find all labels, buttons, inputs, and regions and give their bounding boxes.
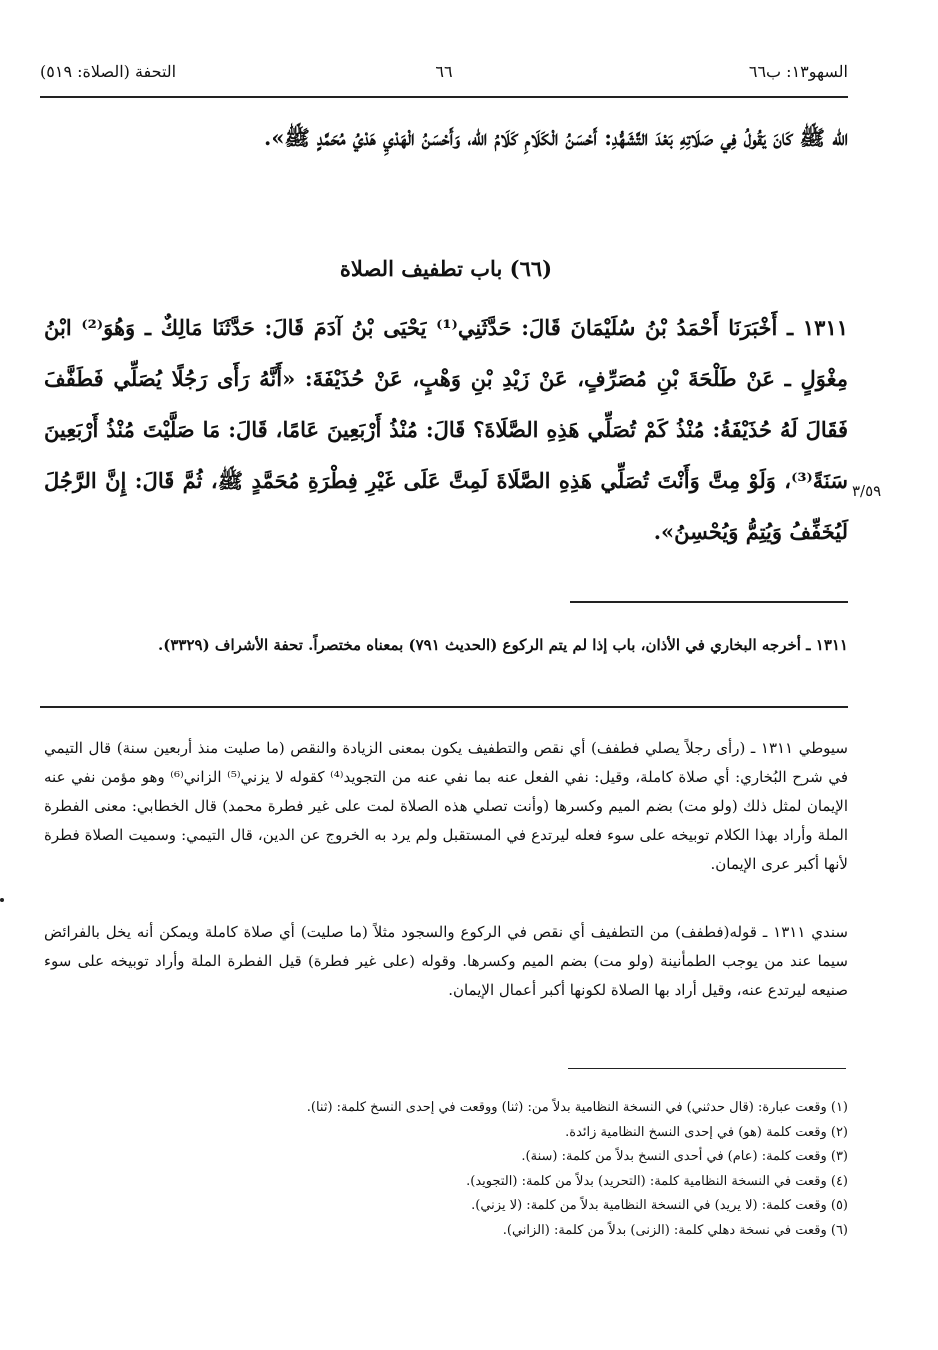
scan-speck <box>0 898 4 902</box>
commentary-divider <box>40 706 848 708</box>
page-number: ٦٦ <box>435 62 453 81</box>
page-header <box>40 58 848 88</box>
footnote-5: (٥) وقعت كلمة: (لا يريد) في النسخة النظامية بدلاً من كلمة: (لا يزني). <box>471 1198 848 1213</box>
header-chapter-ref: السهو١٣: ب٦٦ <box>748 62 848 81</box>
footnote-4: (٤) وقعت في النسخة النظامية كلمة: (التحريد) بدلاً من كلمة: (التجويد). <box>466 1173 848 1189</box>
header-tuhfa-ref: التحفة (الصلاة: ٥١٩) <box>40 62 177 81</box>
footnote-6: (٦) وقعت في نسخة دهلي كلمة: (الزنى) بدلاً من كلمة: (الزاني). <box>502 1222 848 1238</box>
hadith-1311: ١٣١١ ـ أَخْبَرَنَا أَحْمَدُ بْنُ سُلَيْمَانَ قَالَ: حَدَّثَنِي⁽¹⁾ يَحْيَى بْنُ آدَمَ قَالَ: حَدَّثَنَا مَالِكٌ ـ وَهُوَ⁽²⁾ ابْنُ مِغْوَلٍ ـ عَنْ طَلْحَةَ بْنِ مُصَرِّفٍ، عَنْ زَيْدِ بْنِ وَهْبٍ، عَنْ حُذَيْفَةَ: «أَنَّهُ رَأَى رَجُلًا يُصَلِّي فَطَفَّفَ فَقَالَ لَهُ حُذَيْفَةُ: مُنْذُ كَمْ تُصَلِّي هَذِهِ الصَّلَاةَ؟ قَالَ: مُنْذُ أَرْبَعِينَ عَامًا، قَالَ: مَا صَلَّيْتَ مُنْذُ أَرْبَعِينَ سَنَةً⁽³⁾، وَلَوْ مِتَّ وَأَنْتَ تُصَلِّي هَذِهِ الصَّلَاةَ لَمِتَّ عَلَى غَيْرِ فِطْرَةِ مُحَمَّدٍ ﷺ، ثُمَّ قَالَ: إِنَّ الرَّجُلَ لَيُخَفِّفُ وَيُتِمُّ وَيُحْسِنُ». <box>44 315 849 544</box>
footnotes <box>44 1096 848 1243</box>
hadith-continuation: الله ﷺ كَانَ يَقُولُ فِي صَلَاتِهِ بَعْدَ التَّشَهُّدِ: أَحْسَنُ الْكَلَامِ كَلَامُ الله، وَأَحْسَنُ الْهَدْيِ هَدْيُ مُحَمَّدٍ ﷺ». <box>264 125 848 150</box>
footnote-2: (٢) وقعت كلمة (هو) في إحدى النسخ النظامية زائدة. <box>565 1124 848 1140</box>
footnote-1: (١) وقعت عبارة: (قال حدثني) في النسخة النظامية بدلاً من: (ثنا) ووقعت في إحدى النسخ كلمة: (ثنا). <box>306 1100 848 1115</box>
takhrij-divider <box>570 601 848 603</box>
header-divider <box>40 96 848 98</box>
margin-volume-ref: ٣/٥٩ <box>852 482 882 500</box>
footnotes-divider <box>568 1068 846 1069</box>
sindi-commentary: سندي ١٣١١ ـ قوله(فطفف) من التطفيف أي نقص في الركوع والسجود مثلاً (ما صليت) أي صلاة كاملة ويمكن أنه يخل بالفرائض سيما عند من يوجب الطمأنينة (ولو مت) بضم الميم وكسرها. وقوله (على غير فطرة) قيل الفطرة الملة وأراد توبيخه على سوء صنيعه ليرتدع عنه، وقيل أراد بها الصلاة لكونها أكبر أعمال الإيمان. <box>44 923 848 999</box>
takhrij-note: ١٣١١ ـ أخرجه البخاري في الأذان، باب إذا لم يتم الركوع (الحديث ٧٩١) بمعناه مختصراً. تحفة الأشراف (٣٣٢٩). <box>158 636 848 654</box>
chapter-title: (٦٦) باب تطفيف الصلاة <box>339 256 553 281</box>
footnote-3: (٣) وقعت كلمة: (عام) في أحدى النسخ بدلاً من كلمة: (سنة). <box>521 1149 848 1164</box>
suyuti-commentary: سيوطي ١٣١١ ـ (رأى رجلاً يصلي فطفف) أي نقص والتطفيف يكون بمعنى الزيادة والنقص (ما صليت منذ أربعين سنة) قال التيمي في شرح البُخاري: أي صلاة كاملة، وقيل: نفي الفعل عنه بما نفي عنه من التجويد⁽⁴⁾ كقوله لا يزني⁽⁵⁾ الزاني⁽⁶⁾ وهو مؤمن نفي عنه الإيمان لمثل ذلك (ولو مت) بضم الميم وكسرها (وأنت تصلي هذه الصلاة لمت على غير فطرة محمد) قال الخطابي: معنى الفطرة الملة وأراد بهذا الكلام توبيخه على سوء فعله ليرتدع في المستقبل ولم يرد به الخروج عن الدين، قال التيمي: وسميت الصلاة فطرة لأنها أكبر عرى الإيمان. <box>44 739 849 873</box>
